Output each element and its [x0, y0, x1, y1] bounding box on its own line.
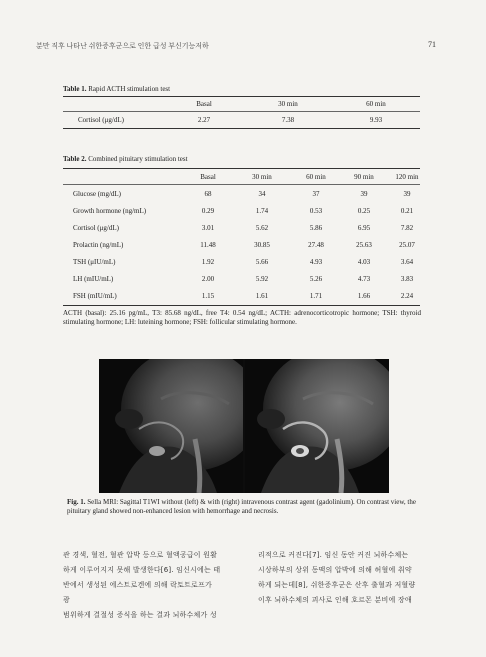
body-line: 반에서 생성된 에스트로겐에 의해 락토트로프가 광	[63, 581, 212, 604]
table2-row-label: Growth hormone (ng/mL)	[73, 207, 147, 215]
table2-header-cell: Basal	[200, 173, 216, 181]
table2-cell: 7.82	[400, 224, 414, 232]
table2-cell: 0.21	[400, 207, 414, 215]
table2-cell: 25.63	[356, 241, 372, 249]
figure1-caption	[67, 498, 419, 516]
table2-row-label: Prolactin (ng/mL)	[73, 241, 124, 249]
table2-row-label: Glucose (mg/dL)	[73, 190, 122, 198]
body-left-column	[63, 548, 221, 623]
table2-cell: 0.29	[201, 207, 215, 215]
table2-caption-label: Table 2.	[63, 155, 87, 163]
table2-cell: 2.00	[201, 275, 215, 283]
table2-header-cell: 30 min	[252, 173, 272, 181]
body-line: 범위하게 결절성 증식을 하는 결과 뇌하수체가 성	[63, 611, 217, 619]
table2-cell: 3.01	[201, 224, 215, 232]
table2-cell: 4.93	[309, 258, 323, 266]
figure1-caption-text: Sella MRI: Sagittal T1WI without (left) & with (right) intravenous contrast agent (gadolinium). On contrast view, the pituitary gland showed non-enhanced lesion with hemorrhage and necrosis.	[67, 498, 416, 515]
table2-cell: 1.61	[255, 292, 269, 300]
table2-cell: 30.85	[254, 241, 270, 249]
body-line: 하게 되는데[8], 쉬한증후군은 산후 출혈과 저혈량	[258, 581, 416, 589]
table2-cell: 5.86	[309, 224, 323, 232]
table2-cell: 0.25	[357, 207, 371, 215]
table1-cell: 7.38	[281, 116, 295, 124]
table2-cell: 5.92	[255, 275, 269, 283]
table2-cell: 1.92	[201, 258, 215, 266]
table2-top-rule	[63, 168, 420, 169]
table1-header-cell: 30 min	[278, 100, 298, 108]
table1-header-cell: Basal	[196, 100, 212, 108]
table1-caption-text: Rapid ACTH stimulation test	[88, 85, 171, 93]
table2-cell: 5.66	[255, 258, 269, 266]
table1-cell: 9.93	[369, 116, 383, 124]
body-line: 관 경색, 혈전, 혈관 압박 등으로 혈액공급이 원활	[63, 551, 218, 559]
table1-bottom-rule	[63, 128, 420, 129]
table2-caption	[63, 155, 188, 163]
figure1-caption-label: Fig. 1.	[67, 498, 86, 506]
table1-row-label: Cortisol (μg/dL)	[78, 116, 124, 124]
table2-cell: 6.95	[357, 224, 371, 232]
table2-cell: 2.24	[400, 292, 414, 300]
table2-cell: 39	[403, 190, 411, 198]
table2-cell: 1.66	[357, 292, 371, 300]
table2-cell: 3.83	[400, 275, 414, 283]
running-header: 분만 직후 나타난 쉬한증후군으로 인한 급성 부신기능저하	[36, 42, 209, 50]
table2-cell: 34	[258, 190, 266, 198]
body-line: 하게 이루어지지 못해 발생한다[6]. 임신시에는 태	[63, 566, 221, 574]
table2-cell: 5.26	[309, 275, 323, 283]
table2-cell: 4.03	[357, 258, 371, 266]
table2-cell: 1.74	[255, 207, 269, 215]
table2-cell: 37	[312, 190, 320, 198]
table2-row-label: FSH (mIU/mL)	[73, 292, 117, 300]
table2-caption-text: Combined pituitary stimulation test	[88, 155, 188, 163]
table2-cell: 1.15	[201, 292, 215, 300]
table2-cell: 68	[204, 190, 212, 198]
table2-cell: 1.71	[309, 292, 323, 300]
body-line: 시상하부의 상위 동맥의 압박에 의해 허혈에 취약	[258, 566, 412, 574]
table2-row-label: Cortisol (μg/dL)	[73, 224, 119, 232]
body-right-column	[258, 548, 416, 608]
table2-cell: 4.73	[357, 275, 371, 283]
table2-cell: 25.07	[399, 241, 415, 249]
table2-cell: 39	[360, 190, 368, 198]
table2-cell: 3.64	[400, 258, 414, 266]
table2-cell: 5.62	[255, 224, 269, 232]
table1-caption	[63, 85, 170, 93]
mri-right-image	[245, 359, 389, 493]
table2-cell: 11.48	[200, 241, 216, 249]
table2-footnote: ACTH (basal): 25.16 pg/mL, T3: 85.68 ng/dL, free T4: 0.54 ng/dL; ACTH: adrenocorticotropic hormone; TSH: thyroid stimulating hormone; LH: luteining hormone; FSH: follicular stimulating hormone.	[63, 309, 421, 326]
table2-row-label: TSH (μIU/mL)	[73, 258, 116, 266]
table1-header-rule	[63, 111, 420, 112]
page-number: 71	[428, 40, 436, 49]
table2-bottom-rule	[63, 305, 420, 306]
table1-caption-label: Table 1.	[63, 85, 87, 93]
table1-top-rule	[63, 96, 420, 97]
table2-cell: 0.53	[309, 207, 323, 215]
table2-cell: 27.48	[308, 241, 324, 249]
mri-left-image	[99, 359, 243, 493]
table2-header-cell: 60 min	[306, 173, 326, 181]
table1-header-cell: 60 min	[366, 100, 386, 108]
table2-header-cell: 90 min	[354, 173, 374, 181]
body-line: 리적으로 커진다[7]. 임신 동안 커진 뇌하수체는	[258, 551, 409, 559]
mri-figure	[99, 359, 389, 493]
table2-row-label: LH (mIU/mL)	[73, 275, 114, 283]
body-line: 이후 뇌하수체의 괴사로 인해 호르몬 분비에 장애	[258, 596, 412, 604]
table2-header-rule	[63, 184, 420, 185]
table1-cell: 2.27	[197, 116, 211, 124]
table2-header-cell: 120 min	[395, 173, 419, 181]
